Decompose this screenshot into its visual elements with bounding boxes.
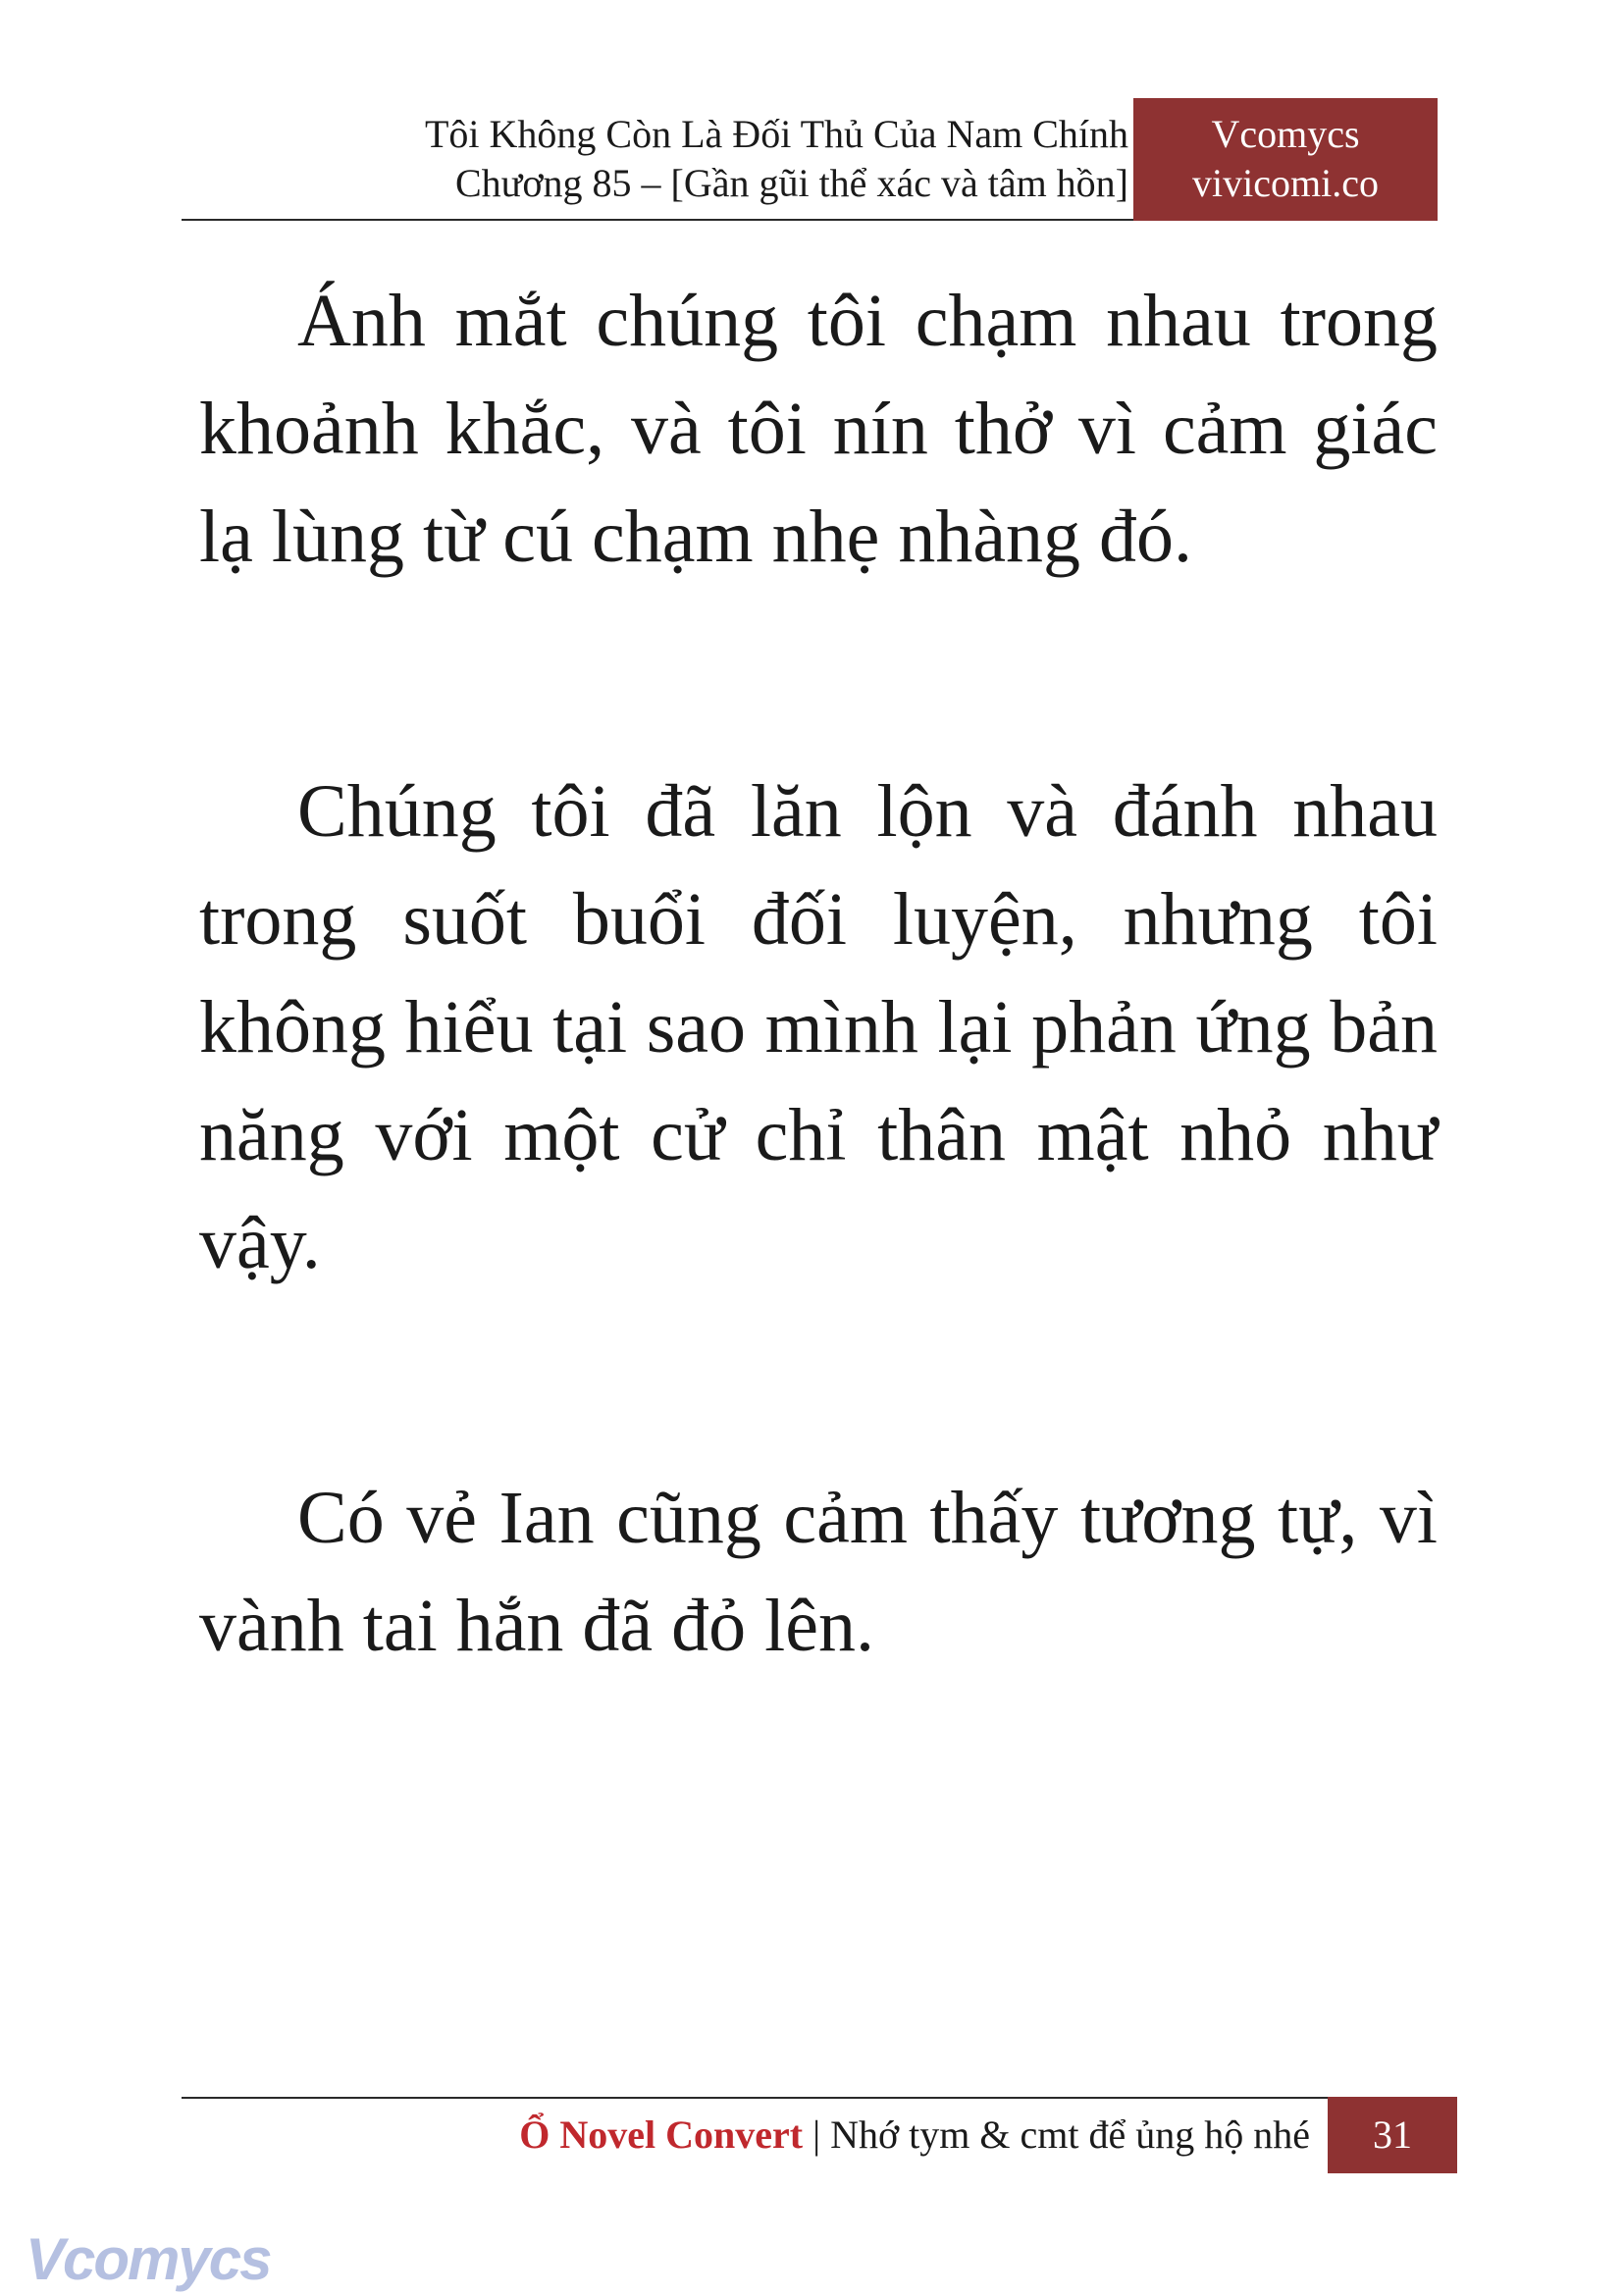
paragraph-2: Chúng tôi đã lăn lộn và đánh nhau trong suốt buổi đối luyện, nhưng tôi không hiểu tại sao mình lại phản ứng bản năng với một cử chỉ thân mật nhỏ như vậy. <box>199 770 1438 1284</box>
chapter-body <box>199 267 1438 1680</box>
book-title: Tôi Không Còn Là Đối Thủ Của Nam Chính <box>425 112 1128 156</box>
footer-brand: Ổ Novel Convert <box>519 2112 804 2157</box>
page-header <box>182 98 1438 220</box>
paragraph-1: Ánh mắt chúng tôi chạm nhau trong khoảnh khắc, và tôi nín thở vì cảm giác lạ lùng từ cú chạm nhẹ nhàng đó. <box>199 280 1438 578</box>
page-number: 31 <box>1328 2097 1457 2173</box>
header-badge <box>1133 98 1438 221</box>
footer-text <box>519 2097 1310 2173</box>
footer-separator: | <box>812 2112 821 2157</box>
header-title-block <box>182 98 1128 220</box>
page-footer <box>182 2097 1457 2173</box>
header-divider <box>182 219 1256 221</box>
paragraph-3: Có vẻ Ian cũng cảm thấy tương tự, vì vành tai hắn đã đỏ lên. <box>199 1477 1438 1667</box>
badge-site-url: vivicomi.co <box>1192 161 1379 205</box>
footer-message: Nhớ tym & cmt để ủng hộ nhé <box>830 2112 1310 2157</box>
watermark-logo: Vcomycs <box>26 2226 271 2292</box>
chapter-title: Chương 85 – [Gần gũi thể xác và tâm hồn] <box>454 161 1128 205</box>
badge-site-name: Vcomycs <box>1211 112 1360 156</box>
